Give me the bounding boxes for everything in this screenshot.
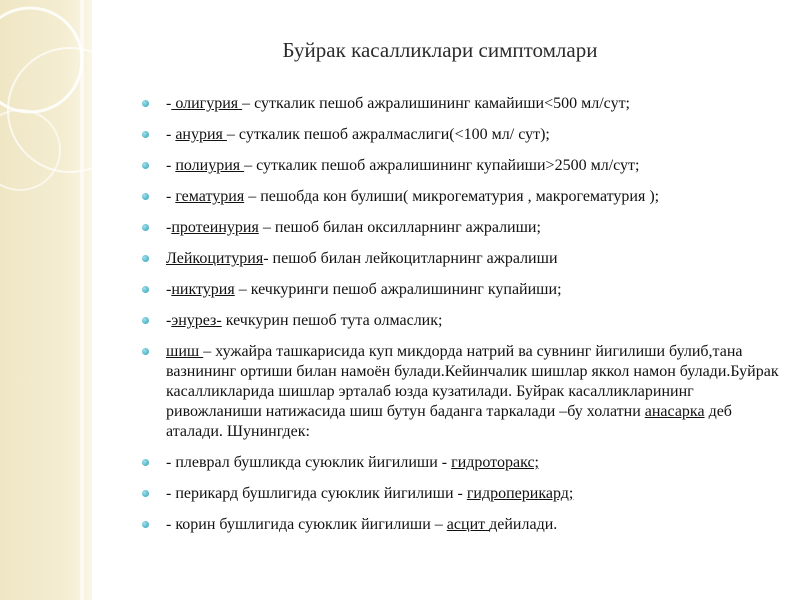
slide-title: Буйрак касалликлари симптомлари [282,38,598,62]
list-item [142,311,782,331]
item-text: – пешоб билан оксилларнинг ажралиши; [258,219,541,236]
item-prefix: - [166,157,176,174]
list-item [142,453,782,473]
item-text: – хужайра ташкарисида куп микдорда натрий ва сувнинг йигилиши булиб,тана вазнининг ортиши билан намоён булади.Кейинчалик шишлар яккол намон булади.Буйрак касалликларида шишлар эрталаб юзда кузатилади. Буйрак касалликларининг ривожланиши натижасида шиш бутун баданга таркалади –бу холатни [166,343,779,420]
item-prefix: - плеврал бушликда суюклик йигилиши - [166,454,452,471]
teal-circle-bullet-icon [142,459,149,466]
teal-circle-bullet-icon [142,521,149,528]
term-anuria: анурия [175,126,227,143]
list-item [142,280,782,300]
term-polyuria: полиурия [175,157,245,174]
teal-circle-bullet-icon [142,193,149,200]
item-prefix: - перикард бушлигида суюклик йигилиши - [166,485,467,502]
item-prefix: - [166,126,176,143]
item-text: – суткалик пешоб ажралмаслиги(<100 мл/ сут); [226,126,550,143]
item-text: дейилади. [489,516,558,533]
term-edema: шиш [166,343,204,360]
teal-circle-bullet-icon [142,490,149,497]
teal-circle-bullet-icon [142,131,149,138]
list-item [142,484,782,504]
term-anasarca: анасарка [644,403,705,420]
term-ascites: асцит [446,516,490,533]
item-text: – суткалик пешоб ажралишининг камайиши<500 мл/сут; [242,95,630,112]
teal-circle-bullet-icon [142,255,149,262]
item-text: – суткалик пешоб ажралишининг купайиши>2500 мл/сут; [244,157,640,174]
list-item [142,249,782,269]
term-proteinuria: протеинурия [171,219,259,236]
list-item [142,156,782,176]
term-hydropericardium: гидроперикард; [466,485,574,502]
list-item [142,342,782,442]
teal-circle-bullet-icon [142,348,149,355]
list-item [142,187,782,207]
teal-circle-bullet-icon [142,162,149,169]
item-text: кечкурин пешоб тута олмаслик; [221,312,443,329]
teal-circle-bullet-icon [142,100,149,107]
term-nocturia: никтурия [171,281,235,298]
list-item [142,125,782,145]
item-prefix: - [166,281,172,298]
teal-circle-bullet-icon [142,286,149,293]
decorative-arcs [0,0,92,600]
item-text: – пешобда кон булиши( микрогематурия , макрогематурия ); [244,188,660,205]
teal-circle-bullet-icon [142,317,149,324]
item-prefix: - [166,188,176,205]
item-prefix: - [166,95,172,112]
item-text-end: деб аталади. Шунингдек: [166,403,732,440]
item-text: - пешоб билан лейкоцитларнинг ажралиши [263,250,558,267]
term-hydrothorax: гидроторакс; [451,454,539,471]
term-hematuria: гематурия [175,188,245,205]
item-text: – кечкуринги пешоб ажралишининг купайиши; [234,281,562,298]
term-enuresis: энурез- [171,312,222,329]
list-item [142,218,782,238]
decorative-side-panel [0,0,92,600]
item-prefix: - корин бушлигида суюклик йигилиши – [166,516,447,533]
item-prefix: - [166,312,172,329]
term-oliguria: олигурия [171,95,243,112]
list-item [142,94,782,114]
list-item [142,515,782,535]
symptom-list [142,94,782,535]
item-prefix: - [166,219,172,236]
term-leukocyturia: Лейкоцитурия [166,250,264,267]
teal-circle-bullet-icon [142,224,149,231]
